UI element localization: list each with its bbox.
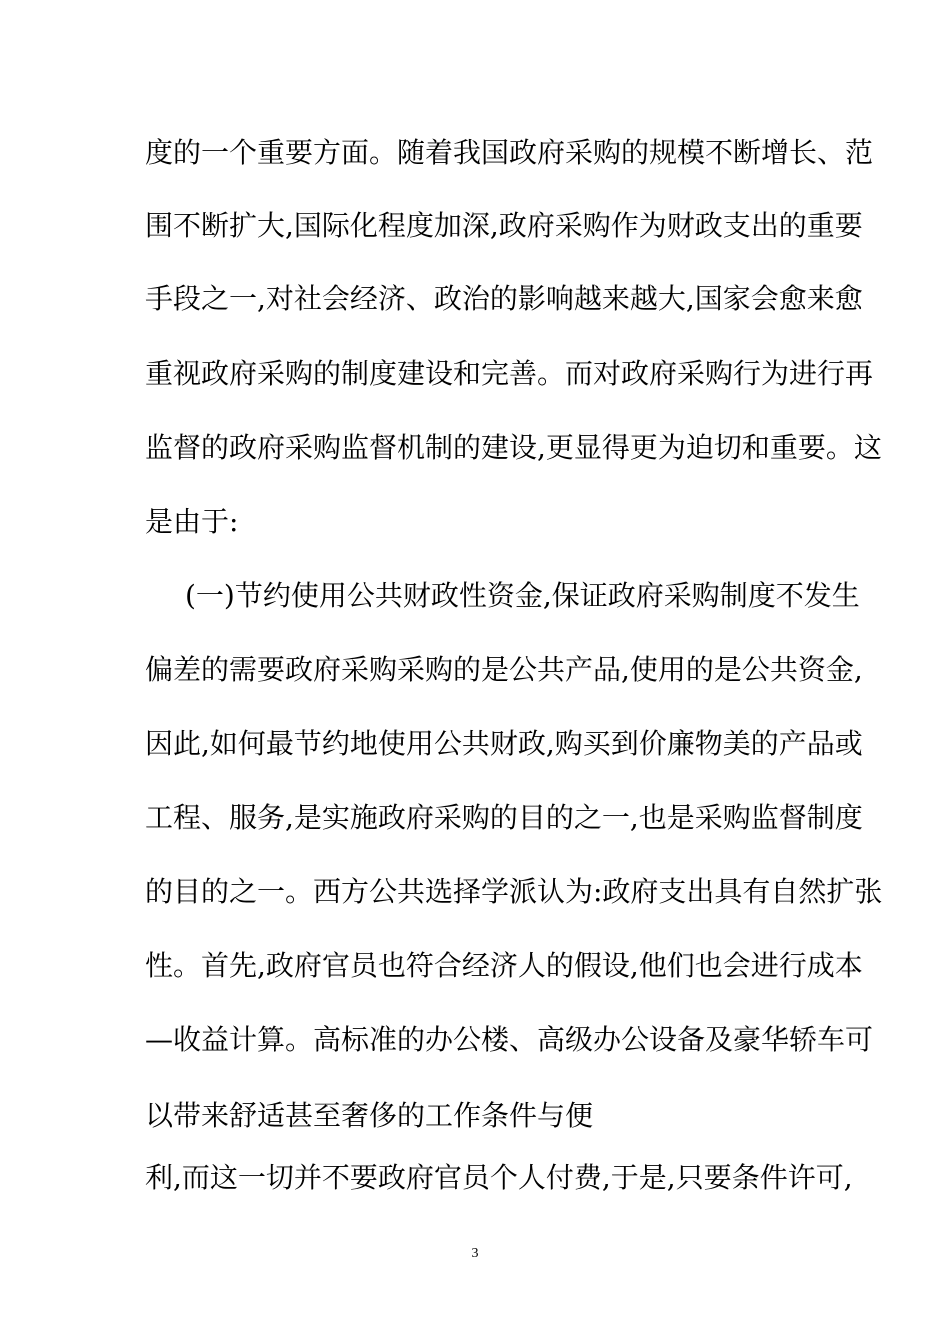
text-line-11: 的目的之一。西方公共选择学派认为:政府支出具有自然扩张 — [145, 875, 883, 908]
text-line-9: 因此,如何最节约地使用公共财政,购买到价廉物美的产品或 — [145, 727, 863, 760]
paragraph-heading-line: (一)节约使用公共财政性资金,保证政府采购制度不发生 — [185, 579, 860, 612]
text-line-1: 度的一个重要方面。随着我国政府采购的规模不断增长、范 — [145, 136, 874, 169]
text-line-13: —收益计算。高标准的办公楼、高级办公设备及豪华轿车可 — [145, 1023, 874, 1056]
text-line-5: 监督的政府采购监督机制的建设,更显得更为迫切和重要。这 — [145, 431, 882, 464]
text-line-15: 利,而这一切并不要政府官员个人付费,于是,只要条件许可, — [145, 1161, 853, 1194]
page-number: 3 — [471, 1246, 479, 1261]
text-line-12: 性。首先,政府官员也符合经济人的假设,他们也会进行成本 — [145, 949, 863, 982]
text-line-2: 围不断扩大,国际化程度加深,政府采购作为财政支出的重要 — [145, 209, 863, 242]
text-line-6: 是由于: — [145, 505, 239, 538]
text-line-14: 以带来舒适甚至奢侈的工作条件与便 — [145, 1099, 594, 1132]
text-line-10: 工程、服务,是实施政府采购的目的之一,也是采购监督制度 — [145, 801, 863, 834]
text-line-4: 重视政府采购的制度建设和完善。而对政府采购行为进行再 — [145, 357, 874, 390]
text-line-3: 手段之一,对社会经济、政治的影响越来越大,国家会愈来愈 — [145, 282, 863, 315]
text-line-8: 偏差的需要政府采购采购的是公共产品,使用的是公共资金, — [145, 653, 863, 686]
